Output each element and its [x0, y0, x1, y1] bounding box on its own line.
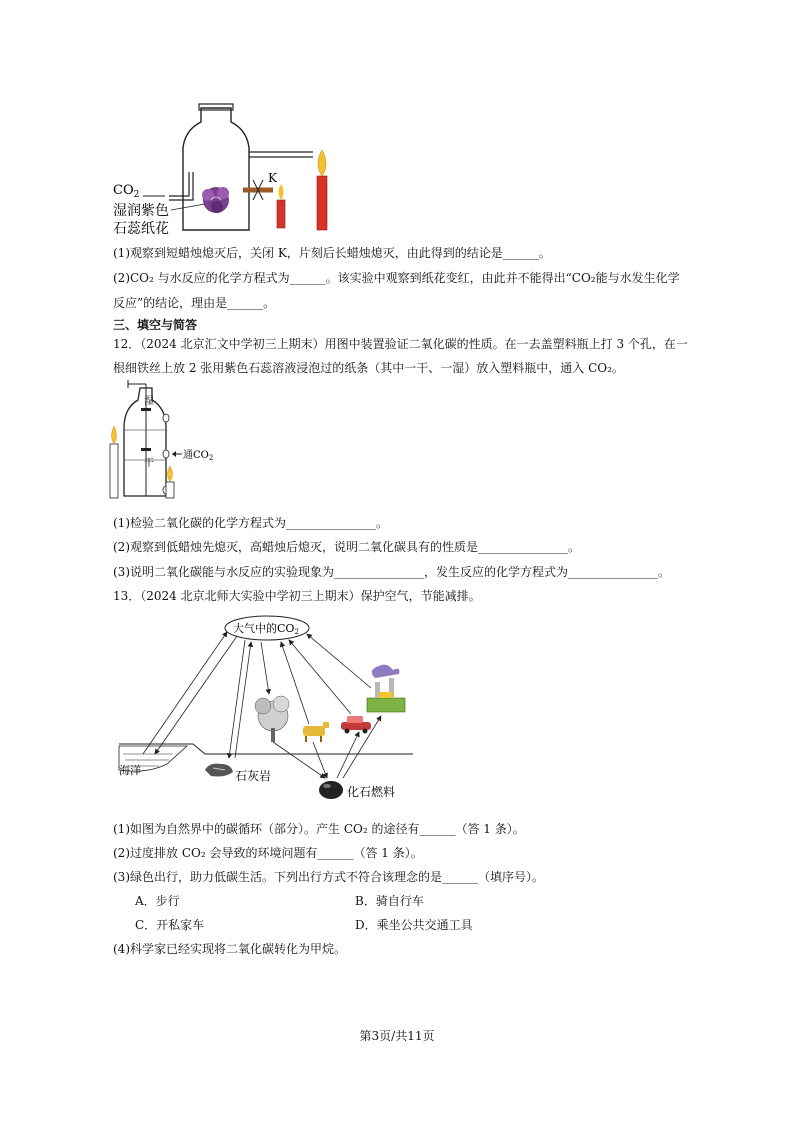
q11-part2-line1: (2)CO₂ 与水反应的化学方程式为______。该实验中观察到纸花变红，由此并不能得出“CO₂能与水发生化学	[113, 271, 680, 285]
dry-label: 干	[144, 458, 154, 469]
q11-part2-line2: 反应”的结论，理由是______。	[113, 296, 276, 310]
option-a: A．步行	[135, 894, 180, 908]
fossil-fuel-icon	[319, 781, 343, 799]
q12-part3: (3)说明二氧化碳能与水反应的实验现象为_______________，发生反应的化学方程式为_______________。	[113, 565, 671, 579]
cow-icon	[303, 722, 329, 742]
option-c: C．开私家车	[135, 918, 205, 932]
flower-icon	[202, 187, 229, 213]
option-b: B．骑自行车	[355, 894, 424, 908]
q13-part4: (4)科学家已经实现将二氧化碳转化为甲烷。	[113, 942, 346, 956]
k-label: K	[268, 171, 277, 185]
q12-part1: (1)检验二氧化碳的化学方程式为_______________。	[113, 516, 388, 530]
figure-bottle-experiment	[113, 100, 343, 238]
figure-plastic-bottle	[108, 378, 228, 503]
q13-part1: (1)如图为自然界中的碳循环（部分）。产生 CO₂ 的途径有______（答 1 条）。	[113, 822, 525, 836]
fossil-label: 化石燃料	[347, 785, 396, 799]
co2-label: $CO_2$	[113, 183, 140, 200]
tree-icon	[255, 696, 289, 742]
q11-part1: (1)观察到短蜡烛熄灭后，关闭 K，片刻后长蜡烛熄灭，由此得到的结论是______。	[113, 246, 551, 260]
q12-intro-line2: 根细铁丝上放 2 张用紫色石蕊溶液浸泡过的纸条（其中一干、一湿）放入塑料瓶中，通入 CO₂。	[113, 361, 624, 375]
q12-intro-line1: 12．（2024 北京汇文中学初三上期末）用图中装置验证二氧化碳的性质。在一去盖塑料瓶上打 3 个孔，在一	[113, 337, 688, 351]
limestone-label: 石灰岩	[235, 769, 272, 783]
wet-label: 湿	[144, 396, 154, 407]
flower-label-1: 湿润紫色	[113, 203, 169, 219]
car-icon	[341, 716, 371, 734]
section-heading: 三、填空与简答	[113, 318, 198, 332]
page-footer: 第3页/共11页	[359, 1029, 435, 1043]
limestone-icon	[205, 764, 233, 777]
inlet-label: 通$CO_2$	[183, 450, 214, 462]
option-d: D．乘坐公共交通工具	[355, 918, 473, 932]
q13-intro: 13．（2024 北京北师大实验中学初三上期末）保护空气，节能减排。	[113, 589, 481, 603]
ocean-label: 海洋	[119, 764, 141, 777]
figure-carbon-cycle	[113, 612, 413, 810]
flower-label-2: 石蕊纸花	[113, 221, 169, 237]
atm-label: 大气中的CO2	[233, 622, 299, 636]
factory-icon	[367, 665, 405, 712]
q13-part2: (2)过度排放 CO₂ 会导致的环境问题有______（答 1 条）。	[113, 846, 423, 860]
q12-part2: (2)观察到低蜡烛先熄灭，高蜡烛后熄灭，说明二氧化碳具有的性质是_______________。	[113, 540, 581, 554]
q13-part3: (3)绿色出行，助力低碳生活。下列出行方式不符合该理念的是______（填序号）。	[113, 870, 545, 884]
